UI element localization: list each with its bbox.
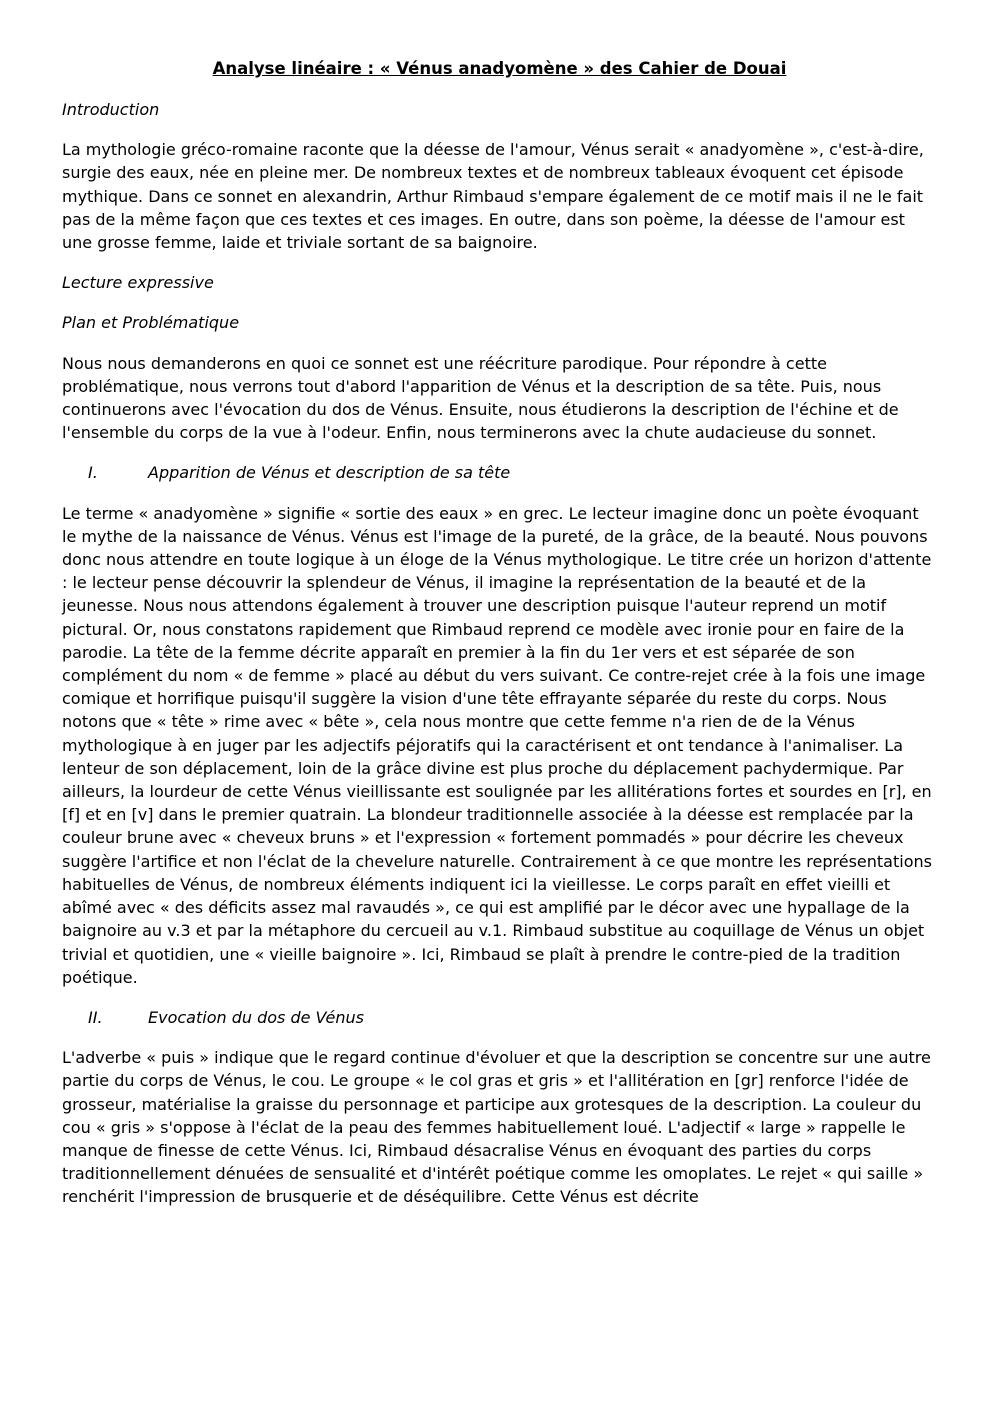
part1-paragraph: Le terme « anadyomène » signifie « sortie des eaux » en grec. Le lecteur imagine donc un poète évoquant le mythe de la naissance de Vénus. Vénus est l'image de la pureté, de la grâce, de la beauté. Nous pouvons donc nous attendre en toute logique à un éloge de la Vénus mythologique. Le titre crée un horizon d'attente : le lecteur pense découvrir la splendeur de Vénus, il imagine la représentation de la beauté et de la jeunesse. Nous nous attendons également à trouver une description puisque l'auteur reprend un motif pictural. Or, nous constatons rapidement que Rimbaud reprend ce modèle avec ironie pour en faire de la parodie. La tête de la femme décrite apparaît en premier à la fin du 1er vers et est séparée de son complément du nom « de femme » placé au début du vers suivant. Ce contre-rejet crée à la fois une image comique et horrifique puisqu'il suggère la vision d'une tête effrayante séparée du reste du corps. Nous notons que « tête » rime avec « bête », cela nous montre que cette femme n'a rien de de la Vénus mythologique à en juger par les adjectifs péjoratifs qui la caractérisent et ont tendance à l'animaliser. La lenteur de son déplacement, loin de la grâce divine est plus proche du déplacement pachydermique. Par ailleurs, la lourdeur de cette Vénus vieillissante est soulignée par les allitérations fortes et sourdes en [r], en [f] et en [v] dans le premier quatrain. La blondeur traditionnelle associée à la déesse est remplacée par la couleur brune avec « cheveux bruns » et l'expression « fortement pommadés » pour décrire les cheveux suggère l'artifice et non l'éclat de la chevelure naturelle. Contrairement à ce que montre les représentations habituelles de Vénus, de nombreux éléments indiquent ici la vieillesse. Le corps paraît en effet vieilli et abîmé avec « des déficits assez mal ravaudés », ce qui est amplifié par le décor avec une hypallage de la baignoire au v.3 et par la métaphore du cercueil au v.1. Rimbaud substitue au coquillage de Vénus un objet trivial et quotidien, une « vieille baignoire ». Ici, Rimbaud se plaît à prendre le contre-pied de la tradition poétique. [62,503,932,987]
part1-heading-text: Apparition de Vénus et description de sa tête [148,463,511,483]
part2-paragraph: L'adverbe « puis » indique que le regard continue d'évoluer et que la description se concentre sur une autre partie du corps de Vénus, le cou. Le groupe « le col gras et gris » et l'allitération en [gr] renforce l'idée de grosseur, matérialise la graisse du personnage et participe aux grotesques de la description. La couleur du cou « gris » s'oppose à l'éclat de la peau des femmes habituellement loué. L'adjectif « large » rappelle le manque de finesse de cette Vénus. Ici, Rimbaud désacralise Vénus en évoquant des parties du corps traditionnellement dénuées de sensualité et d'intérêt poétique comme les omoplates. Le rejet « qui saille » renchérit l'impression de brusquerie et de déséquilibre. Cette Vénus est décrite [62,1048,931,1207]
part2-heading-text: Evocation du dos de Vénus [148,1007,365,1027]
section-label-lecture-expressive: Lecture expressive [62,273,214,293]
part2-numeral: II. [88,1007,103,1027]
section-label-introduction: Introduction [62,100,160,119]
document-title: Analyse linéaire : « Vénus anadyomène » des Cahier de Douai [212,59,787,78]
introduction-paragraph: La mythologie gréco-romaine raconte que la déesse de l'amour, Vénus serait « anadyomène », c'est-à-dire, surgie des eaux, née en pleine mer. De nombreux textes et de nombreux tableaux évoquent cet épisode mythique. Dans ce sonnet en alexandrin, Arthur Rimbaud s'empare également de ce motif mais il ne le fait pas de la même façon que ces textes et ces images. En outre, dans son poème, la déesse de l'amour est une grosse femme, laide et triviale sortant de sa baignoire. [62,140,924,253]
section-label-plan-problematique: Plan et Problématique [62,313,240,333]
plan-paragraph: Nous nous demanderons en quoi ce sonnet est une réécriture parodique. Pour répondre à cette problématique, nous verrons tout d'abord l'apparition de Vénus et la description de sa tête. Puis, nous continuerons avec l'évocation du dos de Vénus. Ensuite, nous étudierons la description de l'échine et de l'ensemble du corps de la vue à l'odeur. Enfin, nous terminerons avec la chute audacieuse du sonnet. [62,353,899,443]
part1-heading [62,461,937,484]
part1-numeral: I. [88,463,98,483]
part2-heading [62,1006,937,1029]
